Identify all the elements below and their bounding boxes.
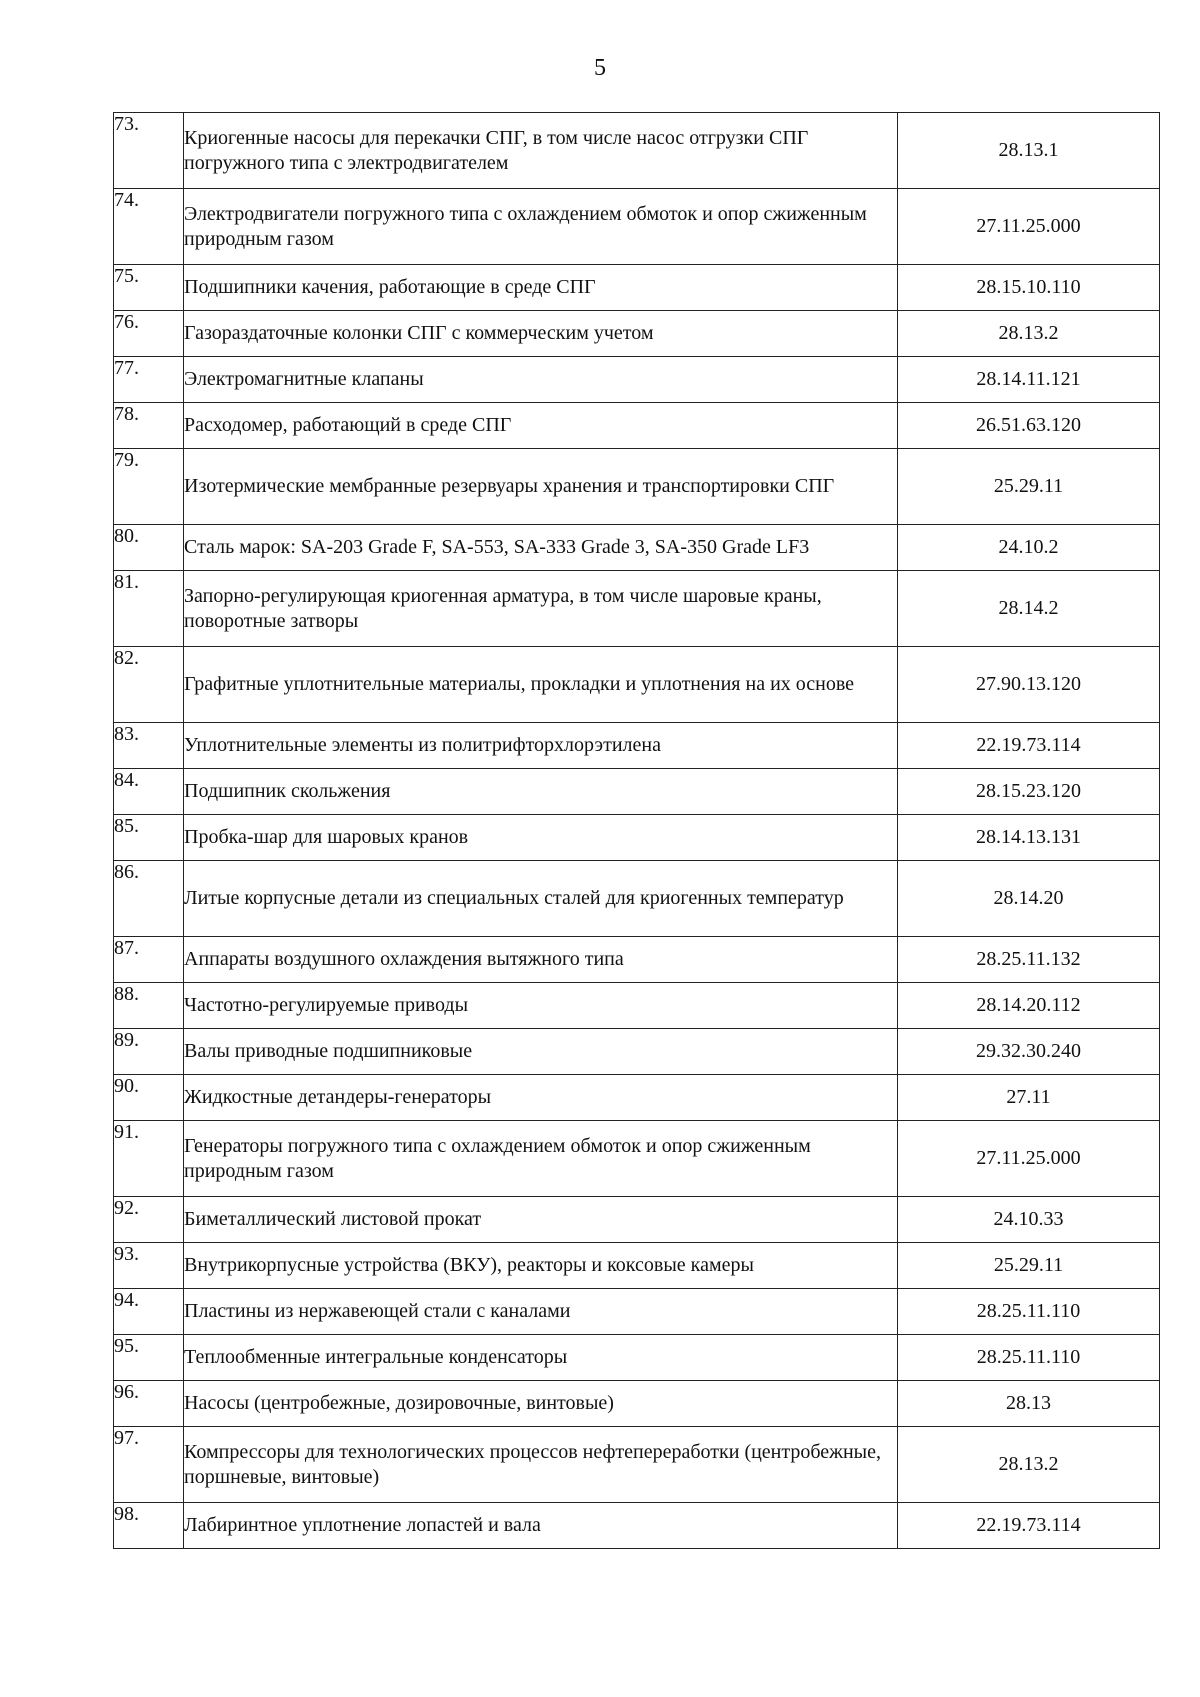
row-number: 73. bbox=[114, 113, 184, 189]
table-row bbox=[114, 1121, 1160, 1197]
item-code: 28.25.11.132 bbox=[898, 937, 1160, 983]
item-code: 28.14.20 bbox=[898, 861, 1160, 937]
item-name: Сталь марок: SA-203 Grade F, SA-553, SA-333 Grade 3, SA-350 Grade LF3 bbox=[184, 525, 898, 571]
item-code: 28.13.1 bbox=[898, 113, 1160, 189]
row-number: 87. bbox=[114, 937, 184, 983]
row-number: 98. bbox=[114, 1503, 184, 1549]
row-number: 89. bbox=[114, 1029, 184, 1075]
table-row bbox=[114, 1381, 1160, 1427]
row-number: 85. bbox=[114, 815, 184, 861]
table-row bbox=[114, 265, 1160, 311]
item-name: Теплообменные интегральные конденсаторы bbox=[184, 1335, 898, 1381]
item-code: 28.13.2 bbox=[898, 1427, 1160, 1503]
item-name: Частотно-регулируемые приводы bbox=[184, 983, 898, 1029]
row-number: 74. bbox=[114, 189, 184, 265]
item-name: Криогенные насосы для перекачки СПГ, в том числе насос отгрузки СПГ погружного типа с электродвигателем bbox=[184, 113, 898, 189]
page-number: 5 bbox=[594, 55, 606, 81]
table-row bbox=[114, 861, 1160, 937]
table-row bbox=[114, 937, 1160, 983]
item-name: Расходомер, работающий в среде СПГ bbox=[184, 403, 898, 449]
item-code: 28.14.20.112 bbox=[898, 983, 1160, 1029]
item-name: Литые корпусные детали из специальных сталей для криогенных температур bbox=[184, 861, 898, 937]
table-row bbox=[114, 449, 1160, 525]
row-number: 95. bbox=[114, 1335, 184, 1381]
item-name: Валы приводные подшипниковые bbox=[184, 1029, 898, 1075]
item-code: 28.14.11.121 bbox=[898, 357, 1160, 403]
table-row bbox=[114, 1289, 1160, 1335]
row-number: 83. bbox=[114, 723, 184, 769]
table-row bbox=[114, 647, 1160, 723]
table-row bbox=[114, 311, 1160, 357]
item-code: 28.25.11.110 bbox=[898, 1289, 1160, 1335]
item-name: Электродвигатели погружного типа с охлаждением обмоток и опор сжиженным природным газом bbox=[184, 189, 898, 265]
row-number: 91. bbox=[114, 1121, 184, 1197]
item-name: Внутрикорпусные устройства (ВКУ), реакторы и коксовые камеры bbox=[184, 1243, 898, 1289]
table-row bbox=[114, 113, 1160, 189]
row-number: 90. bbox=[114, 1075, 184, 1121]
items-table bbox=[113, 112, 1160, 1549]
table-row bbox=[114, 1427, 1160, 1503]
item-code: 25.29.11 bbox=[898, 449, 1160, 525]
item-code: 22.19.73.114 bbox=[898, 723, 1160, 769]
row-number: 92. bbox=[114, 1197, 184, 1243]
item-name: Генераторы погружного типа с охлаждением обмоток и опор сжиженным природным газом bbox=[184, 1121, 898, 1197]
item-code: 29.32.30.240 bbox=[898, 1029, 1160, 1075]
item-name: Биметаллический листовой прокат bbox=[184, 1197, 898, 1243]
row-number: 75. bbox=[114, 265, 184, 311]
item-code: 28.25.11.110 bbox=[898, 1335, 1160, 1381]
item-code: 28.15.10.110 bbox=[898, 265, 1160, 311]
item-name: Лабиринтное уплотнение лопастей и вала bbox=[184, 1503, 898, 1549]
row-number: 80. bbox=[114, 525, 184, 571]
item-code: 26.51.63.120 bbox=[898, 403, 1160, 449]
item-name: Компрессоры для технологических процессов нефтепереработки (центробежные, поршневые, винтовые) bbox=[184, 1427, 898, 1503]
item-code: 24.10.33 bbox=[898, 1197, 1160, 1243]
item-name: Электромагнитные клапаны bbox=[184, 357, 898, 403]
item-name: Жидкостные детандеры-генераторы bbox=[184, 1075, 898, 1121]
item-name: Пробка-шар для шаровых кранов bbox=[184, 815, 898, 861]
item-name: Запорно-регулирующая криогенная арматура, в том числе шаровые краны, поворотные затворы bbox=[184, 571, 898, 647]
row-number: 81. bbox=[114, 571, 184, 647]
table-row bbox=[114, 815, 1160, 861]
table-row bbox=[114, 1197, 1160, 1243]
table-row bbox=[114, 525, 1160, 571]
item-name: Пластины из нержавеющей стали с каналами bbox=[184, 1289, 898, 1335]
item-name: Аппараты воздушного охлаждения вытяжного типа bbox=[184, 937, 898, 983]
row-number: 86. bbox=[114, 861, 184, 937]
row-number: 82. bbox=[114, 647, 184, 723]
item-name: Газораздаточные колонки СПГ с коммерческим учетом bbox=[184, 311, 898, 357]
table-row bbox=[114, 357, 1160, 403]
row-number: 77. bbox=[114, 357, 184, 403]
table-row bbox=[114, 403, 1160, 449]
table-row bbox=[114, 1503, 1160, 1549]
row-number: 84. bbox=[114, 769, 184, 815]
row-number: 88. bbox=[114, 983, 184, 1029]
table-row bbox=[114, 571, 1160, 647]
table-row bbox=[114, 189, 1160, 265]
items-table-body bbox=[114, 113, 1160, 1549]
row-number: 93. bbox=[114, 1243, 184, 1289]
item-name: Графитные уплотнительные материалы, прокладки и уплотнения на их основе bbox=[184, 647, 898, 723]
item-name: Подшипник скольжения bbox=[184, 769, 898, 815]
item-code: 27.11.25.000 bbox=[898, 189, 1160, 265]
item-code: 28.15.23.120 bbox=[898, 769, 1160, 815]
item-name: Насосы (центробежные, дозировочные, винтовые) bbox=[184, 1381, 898, 1427]
item-name: Изотермические мембранные резервуары хранения и транспортировки СПГ bbox=[184, 449, 898, 525]
item-name: Уплотнительные элементы из политрифторхлорэтилена bbox=[184, 723, 898, 769]
row-number: 76. bbox=[114, 311, 184, 357]
item-code: 28.14.2 bbox=[898, 571, 1160, 647]
table-row bbox=[114, 1029, 1160, 1075]
table-row bbox=[114, 983, 1160, 1029]
row-number: 96. bbox=[114, 1381, 184, 1427]
item-code: 27.90.13.120 bbox=[898, 647, 1160, 723]
item-code: 28.14.13.131 bbox=[898, 815, 1160, 861]
table-row bbox=[114, 1075, 1160, 1121]
table-row bbox=[114, 723, 1160, 769]
table-row bbox=[114, 769, 1160, 815]
table-row bbox=[114, 1335, 1160, 1381]
row-number: 79. bbox=[114, 449, 184, 525]
row-number: 78. bbox=[114, 403, 184, 449]
item-code: 27.11 bbox=[898, 1075, 1160, 1121]
table-row bbox=[114, 1243, 1160, 1289]
row-number: 97. bbox=[114, 1427, 184, 1503]
row-number: 94. bbox=[114, 1289, 184, 1335]
item-code: 28.13 bbox=[898, 1381, 1160, 1427]
item-code: 28.13.2 bbox=[898, 311, 1160, 357]
item-code: 24.10.2 bbox=[898, 525, 1160, 571]
item-code: 22.19.73.114 bbox=[898, 1503, 1160, 1549]
item-code: 27.11.25.000 bbox=[898, 1121, 1160, 1197]
item-code: 25.29.11 bbox=[898, 1243, 1160, 1289]
item-name: Подшипники качения, работающие в среде СПГ bbox=[184, 265, 898, 311]
